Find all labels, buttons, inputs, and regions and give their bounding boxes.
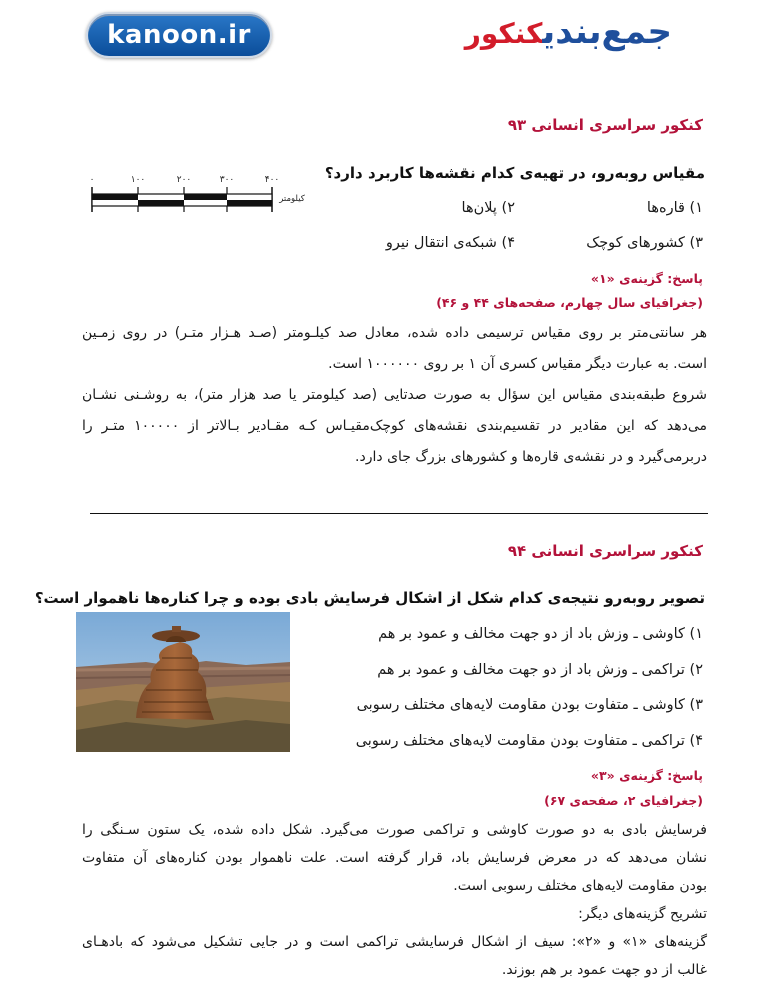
section1-title: کنکور سراسری انسانی ۹۳: [507, 116, 703, 134]
scale-tick-label: ۱۰۰: [130, 175, 146, 185]
explanation-line: هر سانتی‌متر بر روی مقیاس ترسیمی داده شده، معادل صد کیلـومتر (صـد هـزار متـر) در روی زمـین: [82, 325, 707, 341]
explanation-line: بودن مقاومت لایه‌های مختلف رسوبی است.: [453, 878, 707, 894]
brand-part1: جمع‌بندی: [542, 12, 672, 52]
rock-pillar-photo: [76, 612, 290, 752]
explanation-line: نشان می‌دهد که در معرض فرسایش باد، قرار گرفته است. علت ناهموار بودن کناره‌های آن متفاوت: [82, 850, 707, 866]
logo-text: kanoon.ir: [107, 20, 251, 50]
section2-reference: (جغرافیای ۲، صفحه‌ی ۶۷): [544, 793, 703, 808]
explanation-line: است. به عبارت دیگر مقیاس کسری آن ۱ بر روی ۱۰۰۰۰۰۰ است.: [328, 356, 707, 372]
scale-tick-label: ۴۰۰: [264, 175, 280, 185]
section1-answer: پاسخ: گزینه‌ی «۱»: [590, 271, 703, 286]
section2-explanation: [82, 816, 707, 984]
explanation-line: غالب از دو جهت عمود بر هم بوزند.: [501, 962, 707, 978]
section1-option-1: ۱) قاره‌ها: [646, 200, 703, 216]
section2-option-2: ۲) تراکمی ـ وزش باد از دو جهت مخالف و عمود بر هم: [377, 662, 703, 678]
explanation-line: تشریح گزینه‌های دیگر:: [578, 906, 707, 922]
section2-option-1: ۱) کاوشی ـ وزش باد از دو جهت مخالف و عمود بر هم: [378, 626, 703, 642]
section1-question: مقیاس روبه‌رو، در تهیه‌ی کدام نقشه‌ها کاربرد دارد؟: [324, 164, 705, 182]
section2-option-3: ۳) کاوشی ـ متفاوت بودن مقاومت لایه‌های مختلف رسوبی: [356, 697, 703, 713]
section1-explanation: [82, 318, 707, 473]
explanation-line: شروع طبقه‌بندی مقیاس این سؤال به صورت صدتایی (صد کیلومتر یا صد هزار متر)، به روشـنی نشـان: [82, 387, 707, 403]
section2-title: کنکور سراسری انسانی ۹۴: [507, 542, 703, 560]
explanation-line: فرسایش بادی به دو صورت کاوشی و تراکمی صورت می‌گیرد. شکل داده شده، یک ستون سـنگی را: [82, 822, 707, 838]
section-divider: [90, 513, 708, 514]
explanation-line: گزینه‌های «۱» و «۲»: سیف از اشکال فرسایشی تراکمی است و در جایی تشکیل می‌شود که بادهـای: [82, 934, 708, 950]
brand-part2: کنکور: [464, 17, 543, 50]
explanation-line: می‌دهد که این مقادیر در تقسیم‌بندی نقشه‌های کوچک‌مقیـاس کـه مقـادیر بـالاتر از ۱۰۰۰۰۰ متـر را: [82, 418, 707, 434]
section2-question: تصویر روبه‌رو نتیجه‌ی کدام شکل از اشکال فرسایش بادی بوده و چرا کناره‌ها ناهموار است؟: [34, 589, 705, 607]
brand-title: [465, 12, 672, 52]
section1-option-3: ۳) کشورهای کوچک: [586, 235, 703, 251]
scale-tick-label: ۰: [89, 175, 95, 185]
kanoon-logo[interactable]: [86, 12, 272, 58]
section1-option-2: ۲) پلان‌ها: [461, 200, 515, 216]
scale-unit-label: کیلومتر: [279, 194, 305, 204]
scale-bar: [88, 168, 323, 216]
section2-answer: پاسخ: گزینه‌ی «۳»: [590, 768, 703, 783]
section2-option-4: ۴) تراکمی ـ متفاوت بودن مقاومت لایه‌های مختلف رسوبی: [355, 733, 703, 749]
section1-option-4: ۴) شبکه‌ی انتقال نیرو: [385, 235, 515, 251]
scale-tick-label: ۲۰۰: [176, 175, 192, 185]
scale-tick-label: ۳۰۰: [219, 175, 235, 185]
explanation-line: دربرمی‌گیرد و در نقشه‌ی قاره‌ها و کشورهای بزرگ جای دارد.: [355, 449, 707, 465]
section1-reference: (جغرافیای سال چهارم، صفحه‌های ۴۴ و ۴۶): [436, 295, 703, 310]
